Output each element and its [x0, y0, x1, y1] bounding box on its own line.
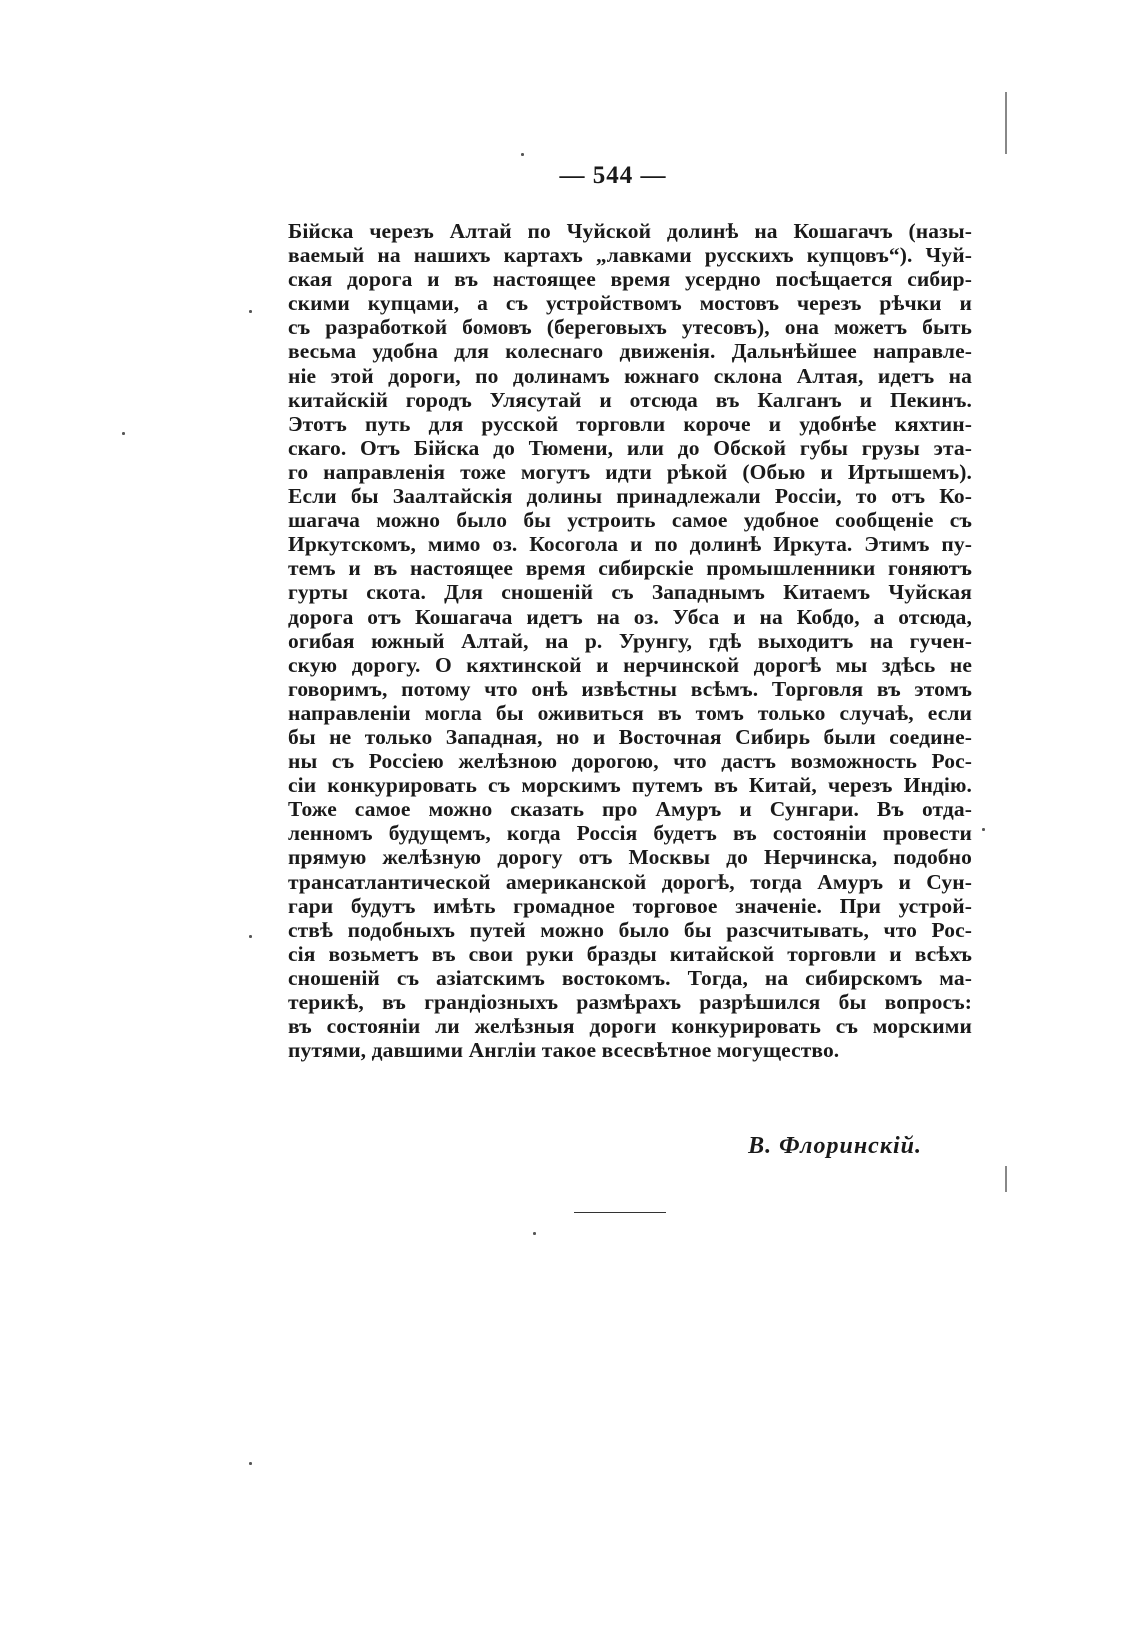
text-line: скаго. Отъ Бійска до Тюмени, или до Обской губы грузы эта-	[288, 435, 972, 460]
text-line: гурты скота. Для сношеній съ Западнымъ Китаемъ Чуйская	[288, 580, 972, 605]
text-line: прямую желѣзную дорогу отъ Москвы до Нерчинска, подобно	[288, 845, 972, 870]
text-line: темъ и въ настоящее время сибирскіе промышленники гоняютъ	[288, 556, 972, 581]
text-line: трансатлантической американской дорогѣ, тогда Амуръ и Сун-	[288, 869, 972, 894]
text-line: скими купцами, а съ устройствомъ мостовъ черезъ рѣчки и	[288, 291, 972, 316]
scan-speck	[249, 1462, 252, 1465]
scan-speck	[122, 432, 125, 435]
text-line: въ состояніи ли желѣзныя дороги конкурировать съ морскими	[288, 1014, 972, 1039]
text-line: гари будутъ имѣть громадное торговое значеніе. При устрой-	[288, 893, 972, 918]
text-line: китайскій городъ Улясутай и отсюда въ Калганъ и Пекинъ.	[288, 387, 972, 412]
text-line: Этотъ путь для русской торговли короче и удобнѣе кяхтин-	[288, 411, 972, 436]
text-line: сіи конкурировать съ морскимъ путемъ въ Китай, черезъ Индію.	[288, 773, 972, 798]
text-line: говоримъ, потому что онѣ извѣстны всѣмъ. Торговля въ этомъ	[288, 676, 972, 701]
text-line: ны съ Россіею желѣзною дорогою, что дастъ возможность Рос-	[288, 749, 972, 774]
text-line: бы не только Западная, но и Восточная Сибирь были соедине-	[288, 724, 972, 749]
text-line: ская дорога и въ настоящее время усердно посѣщается сибир-	[288, 267, 972, 292]
page-number: — 544 —	[559, 162, 667, 189]
scan-speck	[533, 1232, 536, 1235]
text-line: ваемый на нашихъ картахъ „лавками русскихъ купцовъ“). Чуй-	[288, 243, 972, 268]
text-line: огибая южный Алтай, на р. Урунгу, гдѣ выходитъ на гучен-	[288, 628, 972, 653]
scan-speck	[982, 828, 985, 831]
closing-rule	[574, 1212, 666, 1213]
text-line: го направленія тоже могутъ идти рѣкой (Обью и Иртышемъ).	[288, 459, 972, 484]
text-line: ніе этой дороги, по долинамъ южнаго склона Алтая, идетъ на	[288, 363, 972, 388]
text-line: Бійска черезъ Алтай по Чуйской долинѣ на Кошагачъ (назы-	[288, 219, 972, 243]
text-line-final: путями, давшими Англіи такое всесвѣтное могущество.	[288, 1038, 840, 1063]
text-line: весьма удобна для колеснаго движенія. Дальнѣйшее направле-	[288, 339, 972, 364]
text-line: скую дорогу. О кяхтинской и нерчинской дорогѣ мы здѣсь не	[288, 652, 972, 677]
text-line: дорога отъ Кошагача идетъ на оз. Убса и на Кобдо, а отсюда,	[288, 604, 972, 629]
scan-speck	[249, 935, 252, 938]
text-line: терикѣ, въ грандіозныхъ размѣрахъ разрѣшился бы вопросъ:	[288, 990, 972, 1014]
author-signature: В. Флоринскій.	[748, 1133, 922, 1159]
text-line: сія возьметъ въ свои руки бразды китайской торговли и всѣхъ	[288, 941, 972, 966]
scan-speck	[249, 310, 252, 313]
text-line: Иркутскомъ, мимо оз. Косогола и по долинѣ Иркута. Этимъ пу-	[288, 532, 972, 557]
text-line: направленіи могла бы оживиться въ томъ только случаѣ, если	[288, 700, 972, 725]
text-line: съ разработкой бомовъ (береговыхъ утесовъ), она можетъ быть	[288, 315, 972, 340]
text-line: Тоже самое можно сказать про Амуръ и Сунгари. Въ отда-	[288, 797, 972, 822]
text-line: ствѣ подобныхъ путей можно было бы разсчитывать, что Рос-	[288, 917, 972, 942]
scan-edge-line	[1005, 1166, 1007, 1192]
text-line: шагача можно было бы устроить самое удобное сообщеніе съ	[288, 508, 972, 533]
text-line: сношеній съ азіатскимъ востокомъ. Тогда, на сибирскомъ ма-	[288, 965, 972, 990]
scan-edge-line	[1005, 92, 1007, 154]
scan-speck	[521, 153, 524, 156]
text-line: Если бы Заалтайскія долины принадлежали Россіи, то отъ Ко-	[288, 484, 972, 509]
body-text	[288, 219, 972, 1062]
text-line: ленномъ будущемъ, когда Россія будетъ въ состояніи провести	[288, 821, 972, 846]
